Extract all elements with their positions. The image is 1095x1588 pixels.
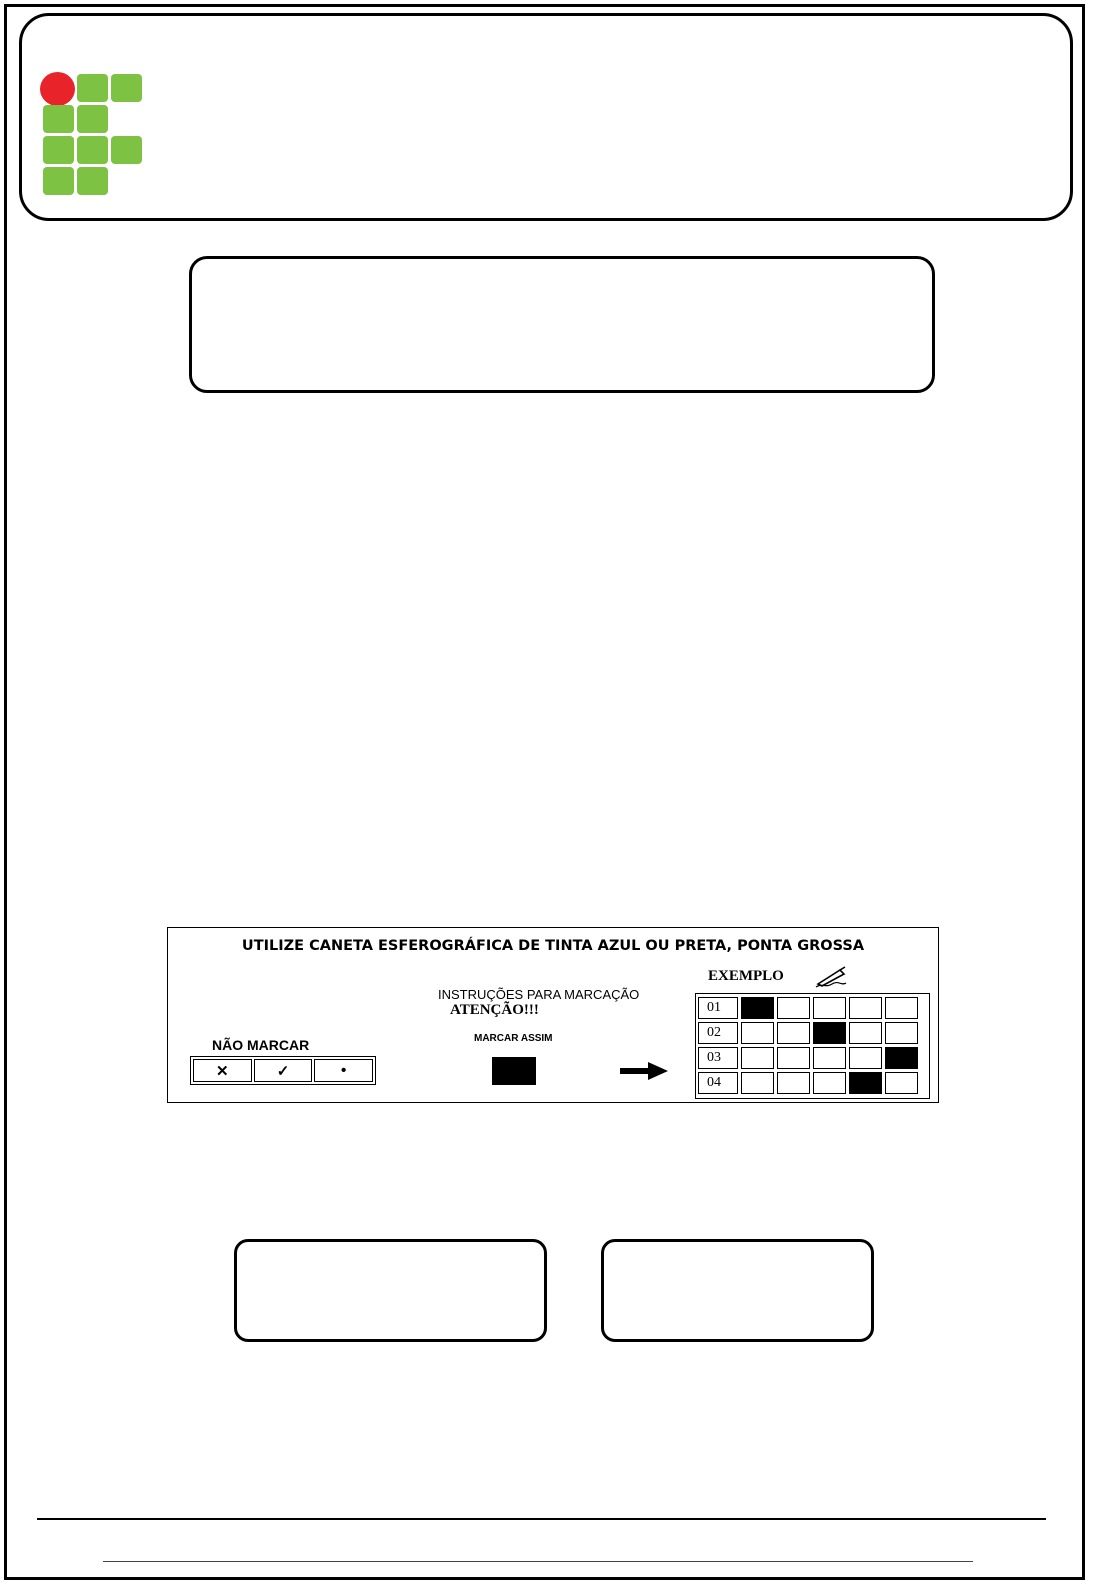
logo-square xyxy=(77,105,108,133)
example-cell-marked xyxy=(849,1072,882,1094)
example-answer-grid xyxy=(695,993,930,1099)
example-cell xyxy=(741,1072,774,1094)
exemplo-label: EXEMPLO xyxy=(708,968,784,984)
example-cell-marked xyxy=(741,997,774,1019)
example-cell xyxy=(849,997,882,1019)
example-cell xyxy=(849,1022,882,1044)
example-cell xyxy=(741,1022,774,1044)
arrow-right-icon xyxy=(620,1062,668,1080)
example-cell xyxy=(849,1047,882,1069)
logo-square xyxy=(77,167,108,195)
example-row-number: 03 xyxy=(698,1047,738,1069)
example-cell xyxy=(813,1047,846,1069)
institution-logo xyxy=(42,73,146,198)
logo-square xyxy=(77,136,108,164)
example-cell xyxy=(741,1047,774,1069)
example-cell xyxy=(777,1047,810,1069)
dot-mark-icon: • xyxy=(314,1059,373,1082)
logo-square xyxy=(43,167,74,195)
logo-square xyxy=(111,74,142,102)
example-row xyxy=(698,997,927,1019)
marcar-assim-label: MARCAR ASSIM xyxy=(474,1033,553,1044)
correct-mark-example xyxy=(492,1057,536,1085)
nao-marcar-label: NÃO MARCAR xyxy=(212,1037,310,1053)
example-cell-marked xyxy=(885,1047,918,1069)
wrong-marks-group xyxy=(190,1056,376,1085)
left-info-box xyxy=(234,1239,547,1342)
example-cell xyxy=(885,997,918,1019)
header-box xyxy=(19,13,1073,221)
logo-square xyxy=(77,74,108,102)
instrucoes-label: INSTRUÇÕES PARA MARCAÇÃO xyxy=(438,987,640,1002)
example-row xyxy=(698,1072,927,1094)
example-cell xyxy=(777,997,810,1019)
example-row xyxy=(698,1047,927,1069)
example-cell xyxy=(777,1072,810,1094)
example-cell xyxy=(885,1022,918,1044)
check-mark-icon: ✓ xyxy=(254,1059,313,1082)
title-box xyxy=(189,256,935,393)
example-cell xyxy=(885,1072,918,1094)
example-row xyxy=(698,1022,927,1044)
example-row-number: 01 xyxy=(698,997,738,1019)
marking-instructions-panel xyxy=(167,927,939,1103)
example-row-number: 04 xyxy=(698,1072,738,1094)
example-cell xyxy=(813,997,846,1019)
logo-red-circle xyxy=(40,72,75,106)
footer-thin-rule xyxy=(103,1561,973,1562)
footer-rule xyxy=(37,1518,1046,1520)
logo-square xyxy=(111,136,142,164)
example-cell xyxy=(777,1022,810,1044)
x-mark-icon: ✕ xyxy=(193,1059,252,1082)
right-info-box xyxy=(601,1239,874,1342)
instructions-heading: UTILIZE CANETA ESFEROGRÁFICA DE TINTA AZUL OU PRETA, PONTA GROSSA xyxy=(241,938,865,954)
atencao-label: ATENÇÃO!!! xyxy=(450,1002,539,1018)
pen-writing-icon xyxy=(814,966,848,988)
page-border xyxy=(4,4,1085,1580)
logo-square xyxy=(43,105,74,133)
logo-square xyxy=(43,136,74,164)
example-cell-marked xyxy=(813,1022,846,1044)
example-row-number: 02 xyxy=(698,1022,738,1044)
example-cell xyxy=(813,1072,846,1094)
